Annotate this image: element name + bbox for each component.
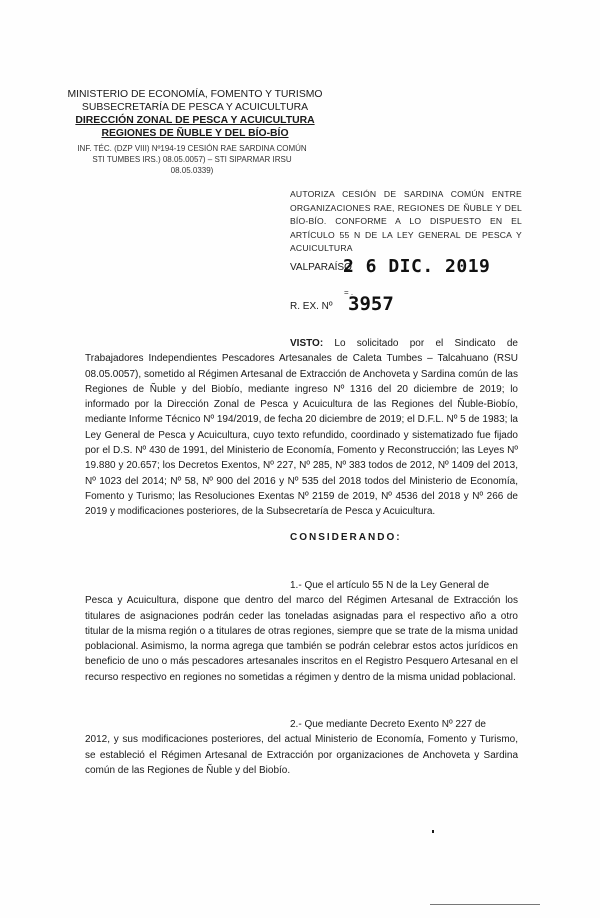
regions-line: REGIONES DE ÑUBLE Y DEL BÍO-BÍO <box>101 128 289 139</box>
visto-paragraph <box>85 336 518 520</box>
point-2-text: 2012, y sus modificaciones posteriores, del actual Ministerio de Economía, Fomento y Turismo, se estableció el Régimen Artesanal de Extracción por organizaciones de Anchoveta y Sardina común de las Regiones de Ñuble y del Biobío. <box>85 734 518 776</box>
point-1-text: Pesca y Acuicultura, dispone que dentro del marco del Régimen Artesanal de Extracción los titulares de asignaciones podrán ceder las toneladas asignadas para el respectivo año a otro titular de la misma región o a titulares de otras regiones, siempre que se trate de la misma unidad poblacional. Asimismo, la norma agrega que también se podrán celebrar estos actos jurídicos en beneficio de uno o más pescadores artesanales inscritos en el Registro Pesquero Artesanal en el recurso respectivo en regiones no sometidas a régimen y dentro de la misma unidad poblacional. <box>85 595 518 683</box>
resolution-number: 3957 <box>348 293 394 315</box>
considerando-heading: CONSIDERANDO: <box>290 532 402 543</box>
scan-line <box>430 904 540 905</box>
reference-line-2: STI TUMBES IRS.) 08.05.0057) – STI SIPARMAR IRSU <box>92 155 292 164</box>
point-2-paragraph <box>85 717 518 778</box>
point-1-paragraph <box>85 578 518 685</box>
place-label: VALPARAÍSO <box>290 262 352 273</box>
point-1-lead: 1.- Que el artículo 55 N de la Ley General de <box>290 580 490 591</box>
ministry-line: MINISTERIO DE ECONOMÍA, FOMENTO Y TURISMO <box>67 89 323 100</box>
stamp-tick: = . <box>344 288 354 297</box>
reference-line-1: INF. TÉC. (DZP VIII) Nº194-19 CESIÓN RAE SARDINA COMÚN <box>77 144 307 153</box>
date-stamp: 2 6 DIC. 2019 <box>343 256 491 277</box>
directorate-line: DIRECCIÓN ZONAL DE PESCA Y ACUICULTURA <box>75 115 315 126</box>
point-2-lead: 2.- Que mediante Decreto Exento Nº 227 de <box>290 719 486 730</box>
visto-text: Lo solicitado por el Sindicato de Trabajadores Independientes Pescadores Artesanales de Caleta Tumbes – Talcahuano (RSU 08.05.0057), sometido al Régimen Artesanal de Extracción de Anchoveta y Sardina común de las Regiones de Ñuble y del Biobío, mediante ingreso Nº 1316 del 20 diciembre de 2019; lo informado por la Dirección Zonal de Pesca y Acuicultura de las Regiones del Ñuble-Biobío, mediante Informe Técnico Nº 194/2019, de fecha 20 diciembre de 2019; el D.F.L. Nº 5 de 1983; la Ley General de Pesca y Acuicultura, cuyo texto refundido, coordinado y sistematizado fue fijado por el D.S. Nº 430 de 1991, del Ministerio de Economía, Fomento y Reconstrucción; las Leyes Nº 19.880 y 20.657; los Decretos Exentos, Nº 227, Nº 285, Nº 383 todos de 2012, Nº 1409 del 2013, Nº 1023 del 2014; Nº 58, Nº 900 del 2016 y Nº 535 del 2018 todos del Ministerio de Economía, Fomento y Turismo; las Resoluciones Exentas Nº 2159 de 2019, Nº 4536 del 2018 y Nº 266 de 2019 y modificaciones posteriores, de la Subsecretaría de Pesca y Acuicultura. <box>85 338 518 518</box>
resolution-label: R. EX. Nº <box>290 301 333 312</box>
scan-mark <box>432 830 434 833</box>
visto-lead: VISTO: <box>290 338 324 349</box>
reference-line-3: 08.05.0339) <box>170 166 214 175</box>
resolution-subject: AUTORIZA CESIÓN DE SARDINA COMÚN ENTRE ORGANIZACIONES RAE, REGIONES DE ÑUBLE Y DEL BÍO-BÍO. CONFORME A LO DISPUESTO EN EL ARTÍCULO 55 N DE LA LEY GENERAL DE PESCA Y ACUICULTURA <box>290 189 522 253</box>
subsecretary-line: SUBSECRETARÍA DE PESCA Y ACUICULTURA <box>81 102 309 113</box>
